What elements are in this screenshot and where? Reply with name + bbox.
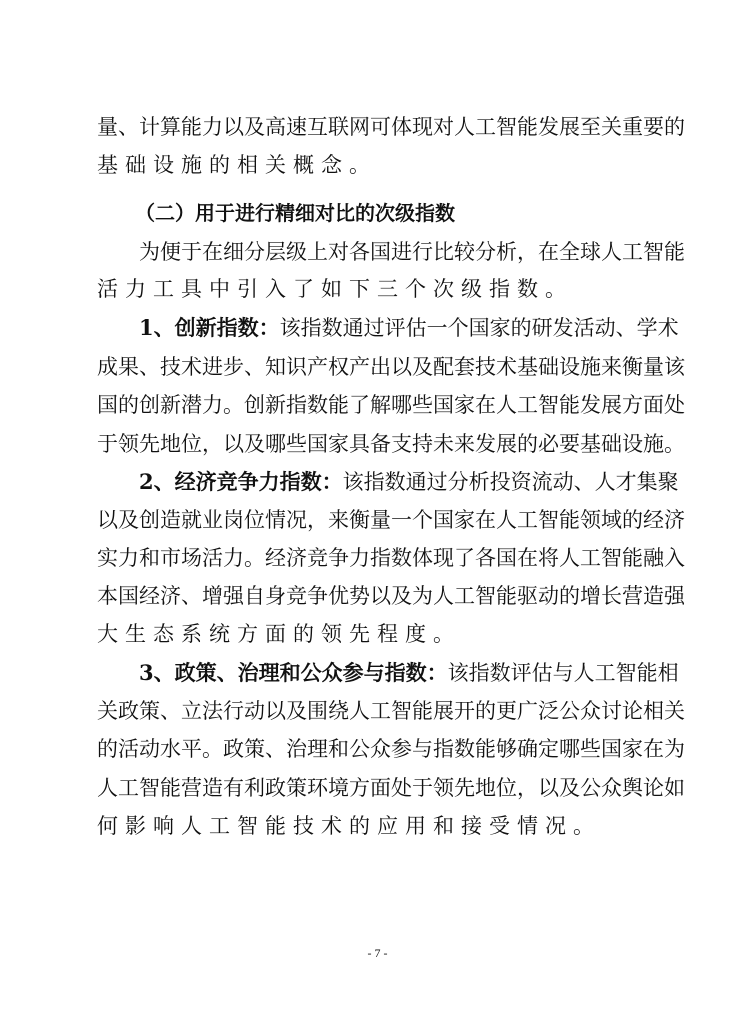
line-text: 国的创新潜力。创新指数能了解哪些国家在人工智能发展方面处 [97,393,685,417]
text-line [97,275,657,303]
text-line [97,774,685,802]
text-line [97,544,685,572]
item-title: 3、政策、治理和公众参与指数： [139,660,448,685]
text-line [97,430,685,458]
line-text: 该指数通过分析投资流动、人才集聚 [342,470,679,494]
line-text: 该指数通过评估一个国家的研发活动、学术 [279,316,679,340]
line-text: 人工智能营造有利政策环境方面处于领先地位，以及公众舆论如 [97,776,685,800]
line-text: 活力工具中引入了如下三个次级指数。 [97,277,573,301]
list-item-heading [139,314,679,342]
text-line [97,582,685,610]
line-text: 为便于在细分层级上对各国进行比较分析，在全球人工智能 [139,240,685,264]
section-heading [135,199,653,227]
line-text: 关政策、立法行动以及围绕人工智能展开的更广泛公众讨论相关 [97,699,685,723]
text-line [97,812,657,840]
line-text: 本国经济、增强自身竞争优势以及为人工智能驱动的增长营造强 [97,584,685,608]
line-text: 量、计算能力以及高速互联网可体现对人工智能发展至关重要的 [97,115,685,139]
page-number: - 7 - [367,946,388,960]
item-title: 2、经济竞争力指数： [139,469,343,494]
line-text: 的活动水平。政策、治理和公众参与指数能够确定哪些国家在为 [97,737,685,761]
item-title: 1、创新指数： [139,315,280,340]
text-line [97,391,685,419]
list-item-heading [139,659,679,687]
line-text: 实力和市场活力。经济竞争力指数体现了各国在将人工智能融入 [97,546,685,570]
heading-text: （二）用于进行精细对比的次级指数 [135,201,455,225]
text-line [97,735,685,763]
line-text: 何影响人工智能技术的应用和接受情况。 [97,814,601,838]
line-text: 以及创造就业岗位情况，来衡量一个国家在人工智能领域的经济 [97,508,685,532]
line-text: 于领先地位，以及哪些国家具备支持未来发展的必要基础设施。 [97,432,685,456]
text-line [139,238,685,266]
text-line [97,697,685,725]
text-line [97,620,657,648]
list-item-heading [139,468,679,496]
text-line [97,353,685,381]
text-line [97,113,685,141]
line-text: 大生态系统方面的领先程度。 [97,622,461,646]
line-text: 成果、技术进步、知识产权产出以及配套技术基础设施来衡量该 [97,355,685,379]
line-text: 基础设施的相关概念。 [97,153,377,177]
text-line [97,506,685,534]
line-text: 该指数评估与人工智能相 [447,661,679,685]
text-line [97,151,657,179]
